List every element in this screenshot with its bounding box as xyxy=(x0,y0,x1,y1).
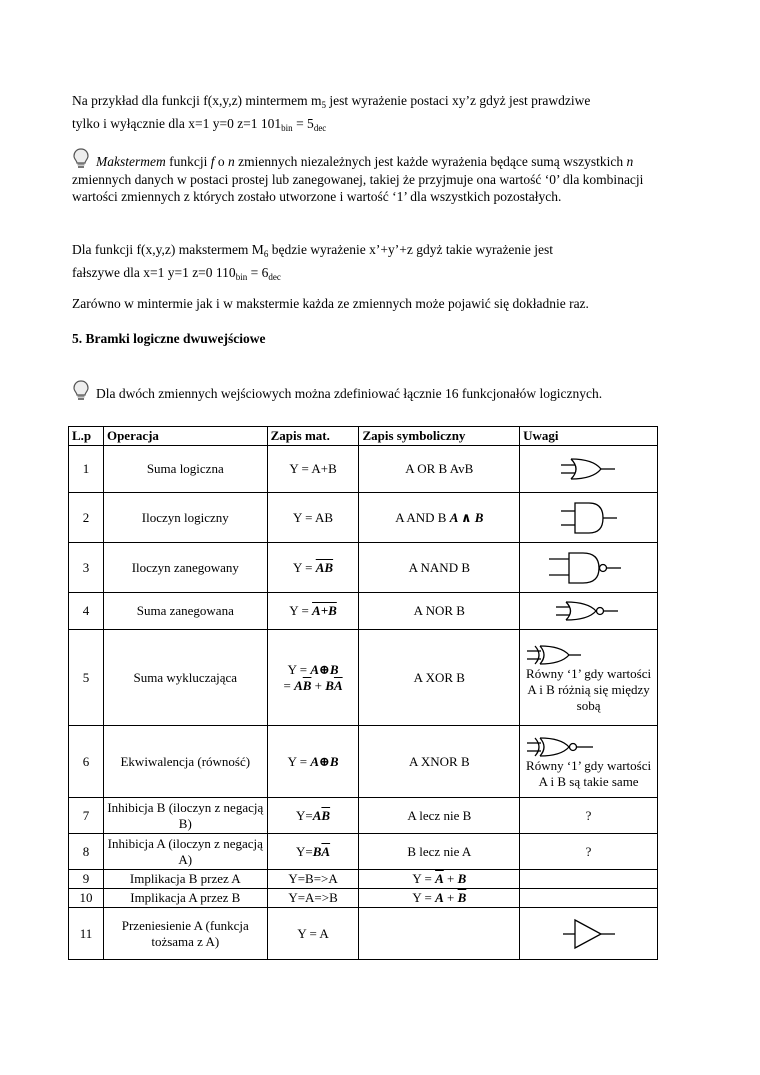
cell-math: Y=B=>A xyxy=(267,870,359,889)
cell-symbolic: B lecz nie A xyxy=(359,834,520,870)
cell-operation: Przeniesienie A (funkcja tożsama z A) xyxy=(103,908,267,960)
xnor-gate-icon xyxy=(527,736,599,758)
nor-gate-icon xyxy=(554,599,624,623)
lightbulb-icon xyxy=(72,148,90,170)
cell-symbolic: A XOR B xyxy=(359,630,520,726)
cell-operation: Suma logiczna xyxy=(103,446,267,493)
cell-math: Y = A+B xyxy=(267,446,359,493)
cell-math: Y = A⊕B xyxy=(267,726,359,798)
cell-lp: 1 xyxy=(69,446,104,493)
cell-operation: Inhibicja A (iloczyn z negacją A) xyxy=(103,834,267,870)
cell-math: $Y=B\overline{A}$ xyxy=(267,834,359,870)
xor-gate-icon xyxy=(527,644,583,666)
cell-operation: Implikacja B przez A xyxy=(103,870,267,889)
cell-math: Y = A xyxy=(267,908,359,960)
or-gate-icon xyxy=(559,456,619,482)
table-row xyxy=(69,834,658,870)
cell-symbolic: A XNOR B xyxy=(359,726,520,798)
cell-symbolic: $Y = A + \overline{B}$ xyxy=(359,889,520,908)
cell-math: Y = A⊕B = $A\overline{B} + B\overline{A}$ xyxy=(267,630,359,726)
table-row xyxy=(69,726,658,798)
nand-gate-icon xyxy=(547,551,631,585)
header-notes: Uwagi xyxy=(520,427,658,446)
cell-operation: Iloczyn logiczny xyxy=(103,493,267,543)
cell-operation: Implikacja A przez B xyxy=(103,889,267,908)
cell-symbolic: $Y = \overline{A} + B$ xyxy=(359,870,520,889)
header-math: Zapis mat. xyxy=(267,427,359,446)
cell-notes xyxy=(520,870,658,889)
lightbulb-icon xyxy=(72,380,90,402)
cell-math: $Y = \overline{AB}$ xyxy=(267,543,359,593)
cell-operation: Suma zanegowana xyxy=(103,593,267,630)
cell-symbolic: A NOR B xyxy=(359,593,520,630)
cell-notes xyxy=(520,726,658,798)
cell-lp: 10 xyxy=(69,889,104,908)
cell-lp: 3 xyxy=(69,543,104,593)
cell-symbolic: A AND B A ∧ B xyxy=(359,493,520,543)
table-row xyxy=(69,630,658,726)
cell-lp: 9 xyxy=(69,870,104,889)
section-heading: 5. Bramki logiczne dwuwejściowe xyxy=(72,331,266,346)
table-row xyxy=(69,889,658,908)
cell-notes xyxy=(520,493,658,543)
cell-lp: 7 xyxy=(69,798,104,834)
cell-operation: Ekwiwalencja (równość) xyxy=(103,726,267,798)
xnor-note: Równy ‘1’ gdy wartości A i B są takie same xyxy=(526,757,652,789)
cell-symbolic: A NAND B xyxy=(359,543,520,593)
cell-symbolic xyxy=(359,908,520,960)
table-row xyxy=(69,543,658,593)
cell-lp: 4 xyxy=(69,593,104,630)
paragraph-16-functions: Dla dwóch zmiennych wejściowych można zdefiniować łącznie 16 funkcjonałów logicznych. xyxy=(72,380,712,403)
cell-lp: 6 xyxy=(69,726,104,798)
paragraph-variables-once: Zarówno w mintermie jak i w makstermie każda ze zmiennych może pojawić się dokładnie raz. xyxy=(72,296,589,311)
logic-gates-table xyxy=(68,426,658,960)
cell-operation: Suma wykluczająca xyxy=(103,630,267,726)
cell-notes xyxy=(520,908,658,960)
cell-notes: ? xyxy=(520,834,658,870)
xor-note: Równy ‘1’ gdy wartości A i B różnią się między sobą xyxy=(526,665,652,713)
cell-notes xyxy=(520,889,658,908)
cell-symbolic: A lecz nie B xyxy=(359,798,520,834)
cell-math: $Y=A\overline{B}$ xyxy=(267,798,359,834)
cell-operation: Iloczyn zanegowany xyxy=(103,543,267,593)
cell-lp: 11 xyxy=(69,908,104,960)
paragraph-maxterm-definition: Makstermem funkcji f o n zmiennych niezależnych jest każde wyrażenia będące sumą wszystkich n zmiennych danych w postaci prostej lub zanegowanej, takiej że przyjmuje ona wartość ‘0’ dla kombinacji wartości zmiennych z których zostało utworzone i wartość ‘1’ dla wszystkich pozostałych. xyxy=(72,148,692,206)
table-row xyxy=(69,798,658,834)
cell-lp: 8 xyxy=(69,834,104,870)
table-row xyxy=(69,446,658,493)
cell-math: Y=A=>B xyxy=(267,889,359,908)
table-row xyxy=(69,908,658,960)
header-lp: L.p xyxy=(69,427,104,446)
cell-notes xyxy=(520,446,658,493)
table-header-row xyxy=(69,427,658,446)
paragraph-minterm-example: Na przykład dla funkcji f(x,y,z) mintermem $m_5$ jest wyrażenie postaci xy’z gdyż jest prawdziwe tylko i wyłącznie dla x=1 y=0 z=1 $101_{bin} = 5_{dec}$ xyxy=(72,93,591,133)
paragraph-maxterm-example: Dla funkcji f(x,y,z) makstermem $M_6$ będzie wyrażenie x’+y’+z gdyż takie wyrażenie jest fałszywe dla x=1 y=1 z=0 $110_{bin} = 6_{dec}$ xyxy=(72,242,554,282)
buffer-gate-icon xyxy=(559,917,619,951)
cell-notes xyxy=(520,543,658,593)
table-row xyxy=(69,593,658,630)
cell-lp: 5 xyxy=(69,630,104,726)
header-operation: Operacja xyxy=(103,427,267,446)
and-gate-icon xyxy=(559,501,619,535)
cell-notes xyxy=(520,593,658,630)
cell-symbolic: A OR B AvB xyxy=(359,446,520,493)
table-row xyxy=(69,870,658,889)
table-row xyxy=(69,493,658,543)
cell-notes xyxy=(520,630,658,726)
header-symbolic: Zapis symboliczny xyxy=(359,427,520,446)
cell-notes: ? xyxy=(520,798,658,834)
cell-lp: 2 xyxy=(69,493,104,543)
cell-math: Y = A+B xyxy=(267,593,359,630)
cell-math: Y = AB xyxy=(267,493,359,543)
cell-operation: Inhibicja B (iloczyn z negacją B) xyxy=(103,798,267,834)
